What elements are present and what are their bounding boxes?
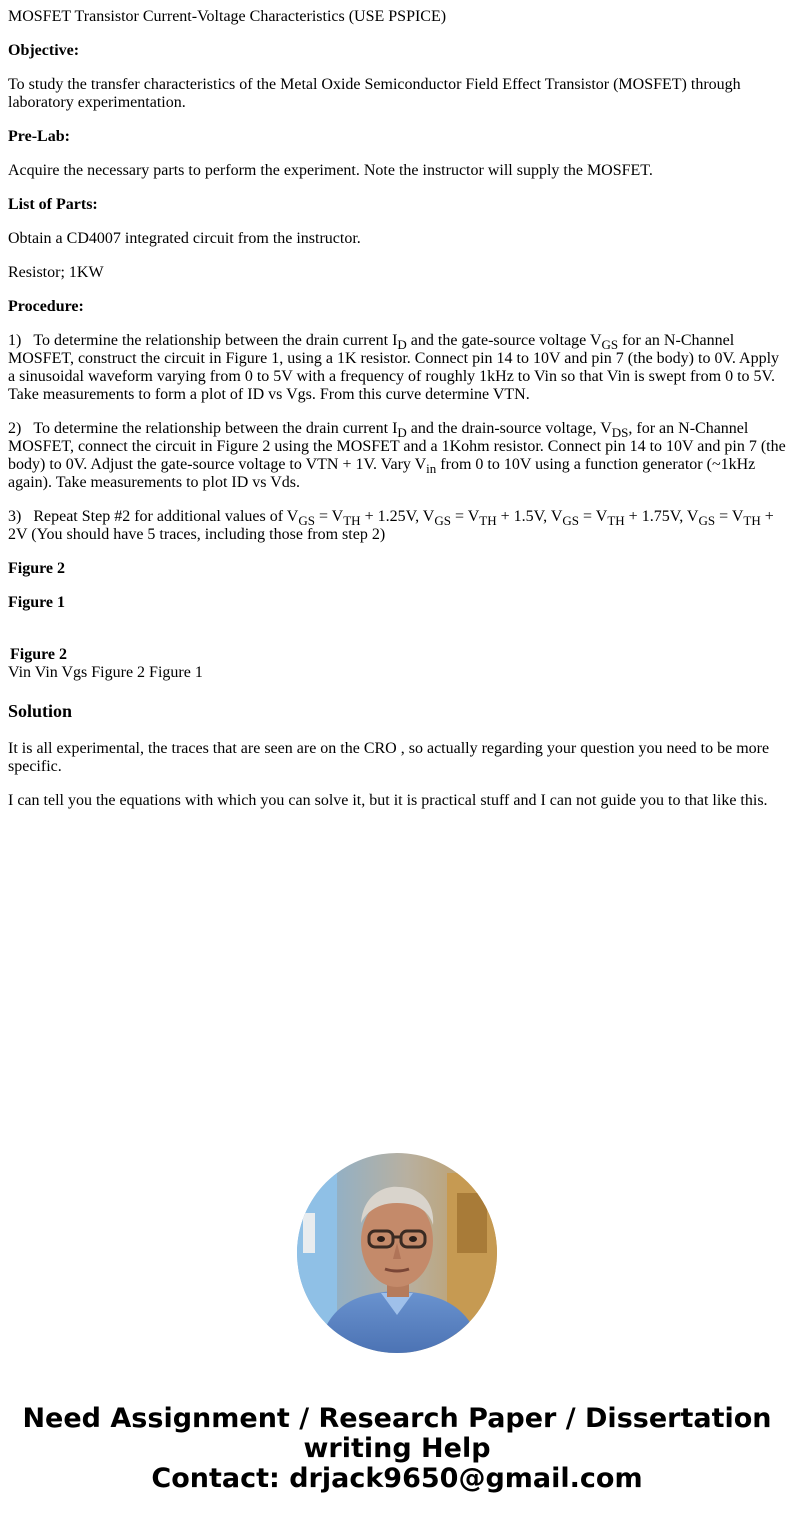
author-avatar	[297, 1153, 497, 1353]
procedure-heading: Procedure:	[8, 298, 84, 315]
promo-line-1: Need Assignment / Research Paper / Dissertation	[22, 1403, 772, 1434]
contact-email: Contact: drjack9650@gmail.com	[151, 1463, 643, 1494]
parts-heading: List of Parts:	[8, 196, 98, 213]
procedure-step-3: 3) Repeat Step #2 for additional values of $V_{GS} = V_{TH} + 1.25V$, $V_{GS} = V_{TH} + 1.5V$, $V_{GS} = V_{TH} + 1.75V$, $V_{GS} = V_{TH} + 2V$ (You should have 5 traces, including those from step 2)	[8, 508, 774, 543]
figure-2-caption: Figure 2	[8, 560, 66, 577]
procedure-step-1: 1) To determine the relationship between the drain current $I_D$ and the gate-source voltage $V_{GS}$ for an N-Channel MOSFET, construct the circuit in Figure 1, using a 1K resistor. Connect pin 14 to 10V and pin 7 (the body) to 0V. Apply a sinusoidal waveform varying from 0 to 5V with a frequency of roughly 1kHz to Vin so that Vin is swept from 0 to 5V. Take measurements to form a plot of ID vs Vgs. From this curve determine VTN.	[8, 332, 780, 403]
document-body	[8, 8, 786, 826]
solution-paragraph-1: It is all experimental, the traces that are seen are on the CRO , so actually regarding your question you need to be more specific.	[8, 740, 770, 775]
figure-labels-text: Vin Vin Vgs Figure 2 Figure 1	[8, 664, 203, 681]
promo-line-2: writing Help	[303, 1433, 491, 1464]
parts-item-ic: Obtain a CD4007 integrated circuit from the instructor.	[8, 230, 361, 247]
figure-1-caption: Figure 1	[8, 594, 66, 611]
procedure-step-2: 2) To determine the relationship between the drain current $I_D$ and the drain-source voltage, $V_{DS}$, for an N-Channel MOSFET, connect the circuit in Figure 2 using the MOSFET and a 1Kohm resistor. Connect pin 14 to 10V and pin 7 (the body) to 0V. Adjust the gate-source voltage to VTN + 1V. Vary $V_{in}$ from 0 to 10V using a function generator (~1kHz again). Take measurements to plot ID vs Vds.	[8, 420, 786, 491]
solution-paragraph-2: I can tell you the equations with which you can solve it, but it is practical stuff and I can not guide you to that like this.	[8, 792, 768, 809]
solution-heading: Solution	[8, 701, 73, 721]
prelab-text: Acquire the necessary parts to perform the experiment. Note the instructor will supply the MOSFET.	[8, 162, 653, 179]
objective-text: To study the transfer characteristics of the Metal Oxide Semiconductor Field Effect Transistor (MOSFET) through laboratory experimentation.	[8, 76, 741, 111]
objective-heading: Objective:	[8, 42, 80, 59]
page-title: MOSFET Transistor Current-Voltage Characteristics (USE PSPICE)	[8, 8, 447, 25]
figure-2-caption-secondary: Figure 2	[10, 646, 68, 663]
person-photo-icon	[297, 1153, 497, 1353]
figure-image-placeholder	[8, 612, 786, 646]
parts-item-resistor: Resistor; 1KW	[8, 264, 104, 281]
prelab-heading: Pre-Lab:	[8, 128, 70, 145]
promo-footer	[0, 1404, 794, 1494]
